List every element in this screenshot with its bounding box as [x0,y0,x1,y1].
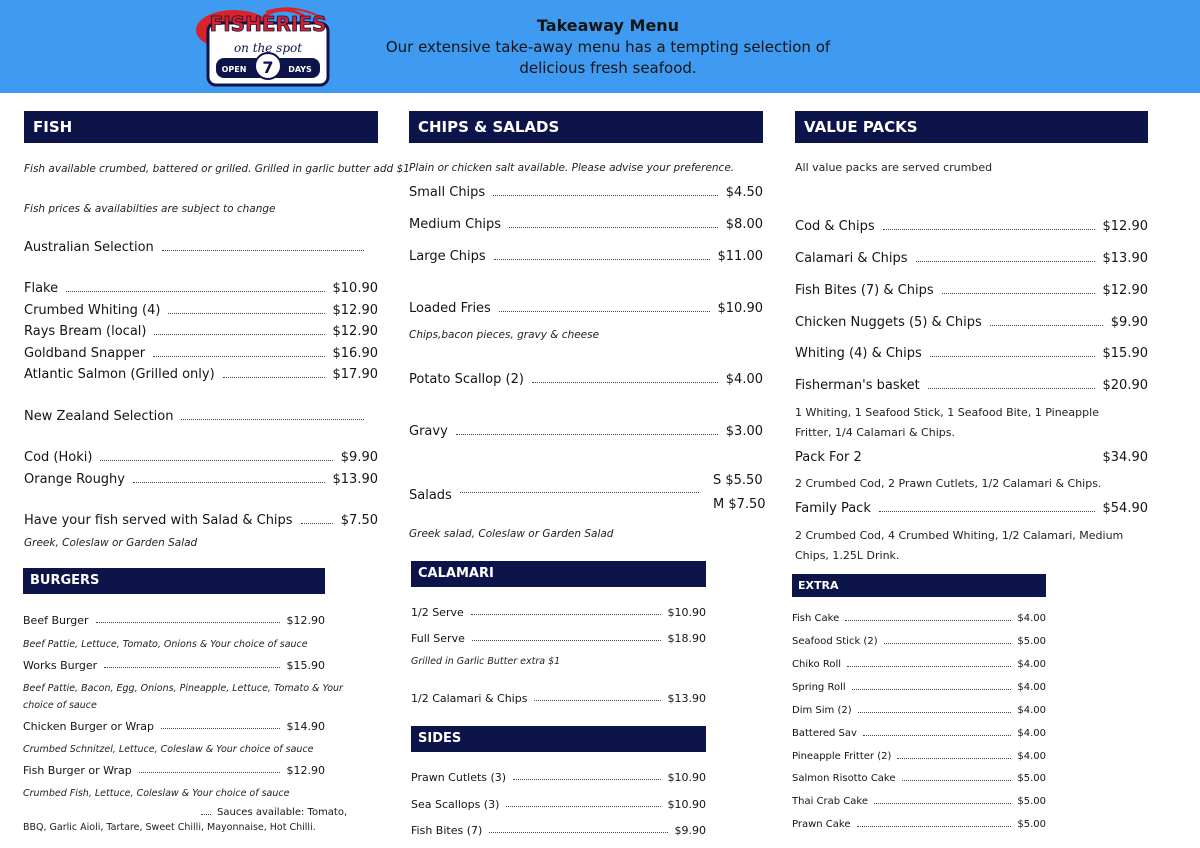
menu-item-thai-crab-cake: Thai Crab Cake $5.00 [792,796,1046,807]
menu-item-full-serve: Full Serve $18.90 [411,632,706,645]
menu-item-gravy: Gravy $3.00 [409,424,763,439]
menu-item-chicken-nuggets-chips: Chicken Nuggets (5) & Chips $9.90 [795,315,1148,330]
menu-item-chicken-burger: Chicken Burger or Wrap $14.90 [23,720,325,733]
logo-tagline: on the spot [233,41,303,55]
section-calamari-title: CALAMARI [411,561,706,587]
menu-item-prawn-cutlets: Prawn Cutlets (3) $10.90 [411,771,706,784]
menu-item-potato-scallop: Potato Scallop (2) $4.00 [409,372,763,387]
menu-item-fish-cake: Fish Cake $4.00 [792,613,1046,624]
fish-australian-heading: Australian Selection [24,237,372,255]
menu-item-flake: Flake $10.90 [24,281,378,296]
menu-item-battered-sav: Battered Sav $4.00 [792,728,1046,739]
menu-item-spring-roll: Spring Roll $4.00 [792,682,1046,693]
section-burgers-title: BURGERS [23,568,325,594]
menu-item-works-burger: Works Burger $15.90 [23,659,325,672]
menu-item-salmon-risotto-cake: Salmon Risotto Cake $5.00 [792,773,1046,784]
section-extra-title: EXTRA [792,574,1046,597]
salads-price-medium: M $7.50 [713,497,766,512]
menu-item-chiko-roll: Chiko Roll $4.00 [792,659,1046,670]
section-chips-title: CHIPS & SALADS [409,111,763,143]
works-burger-desc-line-1: Beef Pattie, Bacon, Egg, Onions, Pineapple, Lettuce, Tomato & Your [23,683,343,694]
menu-item-half-calamari-chips: 1/2 Calamari & Chips $13.90 [411,692,706,705]
menu-item-large-chips: Large Chips $11.00 [409,249,763,264]
page-subtitle [378,37,838,79]
logo-days: DAYS [288,65,312,74]
logo-seven: 7 [262,58,274,77]
menu-item-salads: Salads [409,485,707,503]
menu-item-prawn-cake: Prawn Cake $5.00 [792,819,1046,830]
menu-item-loaded-fries: Loaded Fries $10.90 [409,301,763,316]
burgers-sauces-line-2: BBQ, Garlic Aioli, Tartare, Sweet Chilli, Mayonnaise, Hot Chilli. [23,822,316,833]
menu-item-half-serve: 1/2 Serve $10.90 [411,606,706,619]
pack-for-2-desc: 2 Crumbed Cod, 2 Prawn Cutlets, 1/2 Calamari & Chips. [795,477,1102,490]
menu-item-orange-roughy: Orange Roughy $13.90 [24,472,378,487]
fish-salad-note: Greek, Coleslaw or Garden Salad [24,537,198,549]
menu-item-fish-salad-chips: Have your fish served with Salad & Chips $7.50 [24,513,378,528]
salads-price-small: S $5.50 [713,473,763,488]
menu-item-seafood-stick: Seafood Stick (2) $5.00 [792,636,1046,647]
menu-item-whiting-chips: Whiting (4) & Chips $15.90 [795,346,1148,361]
section-fish-title: FISH [24,111,378,143]
menu-item-pineapple-fritter: Pineapple Fritter (2) $4.00 [792,751,1046,762]
chicken-burger-desc: Crumbed Schnitzel, Lettuce, Coleslaw & Your choice of sauce [23,744,314,755]
family-pack-desc: 2 Crumbed Cod, 4 Crumbed Whiting, 1/2 Calamari, Medium Chips, 1.25L Drink. [795,529,1124,562]
menu-item-family-pack: Family Pack $54.90 [795,501,1148,516]
menu-item-atlantic-salmon: Atlantic Salmon (Grilled only) $17.90 [24,367,378,382]
fisheries-logo [194,6,334,88]
menu-item-medium-chips: Medium Chips $8.00 [409,217,763,232]
fish-note-prices: Fish prices & availabilties are subject to change [24,203,276,215]
page-title: Takeaway Menu [536,16,680,35]
menu-item-crumbed-whiting: Crumbed Whiting (4) $12.90 [24,303,378,318]
fish-burger-desc: Crumbed Fish, Lettuce, Coleslaw & Your choice of sauce [23,788,290,799]
logo-open: OPEN [221,65,247,74]
fishermans-basket-desc: 1 Whiting, 1 Seafood Stick, 1 Seafood Bite, 1 Pineapple Fritter, 1/4 Calamari & Chips. [795,406,1099,439]
works-burger-desc-line-2: choice of sauce [23,700,97,711]
menu-item-cod-hoki: Cod (Hoki) $9.90 [24,450,378,465]
menu-item-goldband-snapper: Goldband Snapper $16.90 [24,346,378,361]
menu-item-rays-bream: Rays Bream (local) $12.90 [24,324,378,339]
chips-note: Plain or chicken salt available. Please advise your preference. [409,162,735,174]
beef-burger-desc: Beef Pattie, Lettuce, Tomato, Onions & Your choice of sauce [23,639,308,650]
fish-nz-heading: New Zealand Selection [24,406,372,424]
loaded-fries-desc: Chips,bacon pieces, gravy & cheese [409,329,600,341]
fish-note-preparation: Fish available crumbed, battered or grilled. Grilled in garlic butter add $1 [24,163,410,175]
menu-item-fish-bites-chips: Fish Bites (7) & Chips $12.90 [795,283,1148,298]
menu-item-sea-scallops: Sea Scallops (3) $10.90 [411,798,706,811]
menu-item-dim-sim: Dim Sim (2) $4.00 [792,705,1046,716]
subtitle-line-2: delicious fresh seafood. [519,59,697,77]
section-value-packs-title: VALUE PACKS [795,111,1148,143]
menu-item-pack-for-2: Pack For 2 $34.90 [795,450,1148,465]
menu-item-fishermans-basket: Fisherman's basket $20.90 [795,378,1148,393]
menu-item-beef-burger: Beef Burger $12.90 [23,614,325,627]
menu-item-cod-chips: Cod & Chips $12.90 [795,219,1148,234]
burgers-sauces-line-1: Sauces available: Tomato, [23,804,308,818]
menu-item-calamari-chips: Calamari & Chips $13.90 [795,251,1148,266]
logo-brand: FISHERIES [209,12,327,36]
menu-item-small-chips: Small Chips $4.50 [409,185,763,200]
menu-item-fish-burger: Fish Burger or Wrap $12.90 [23,764,325,777]
menu-item-fish-bites: Fish Bites (7) $9.90 [411,824,706,837]
value-packs-note: All value packs are served crumbed [795,161,993,174]
salads-note: Greek salad, Coleslaw or Garden Salad [409,528,614,540]
calamari-note: Grilled in Garlic Butter extra $1 [411,656,561,667]
section-sides-title: SIDES [411,726,706,752]
subtitle-line-1: Our extensive take-away menu has a tempting selection of [385,38,831,56]
